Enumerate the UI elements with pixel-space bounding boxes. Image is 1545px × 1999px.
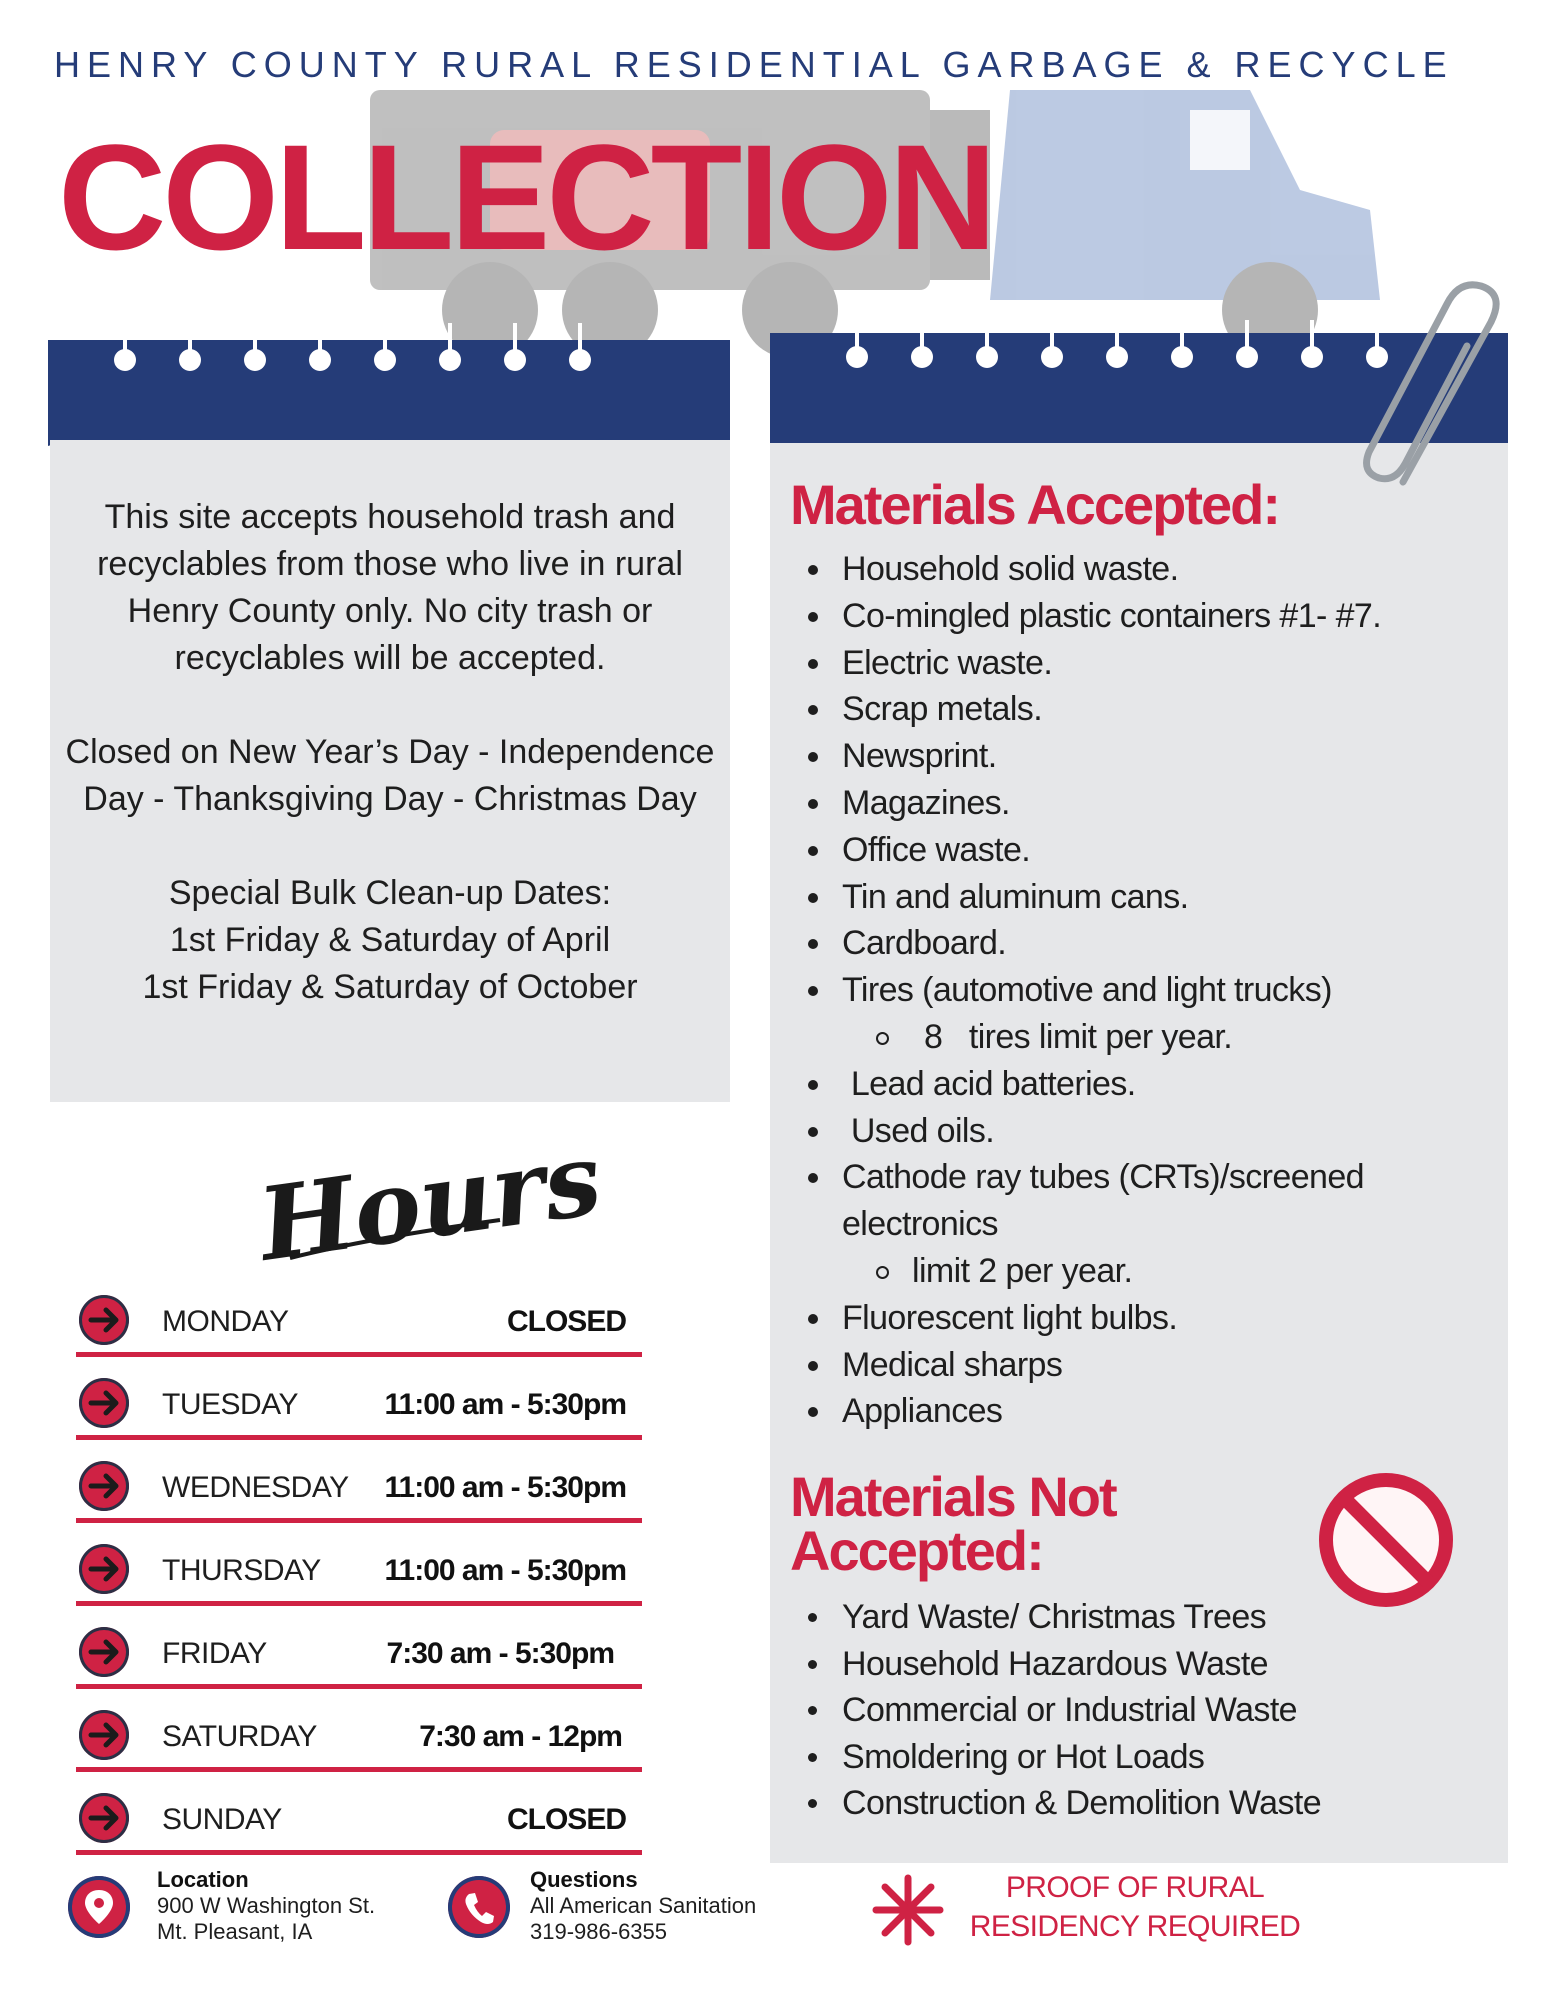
page-title: COLLECTION — [58, 113, 993, 281]
materials-not-accepted-title — [790, 1465, 1116, 1582]
hours-row — [76, 1692, 642, 1772]
hours-day: TUESDAY — [162, 1388, 298, 1421]
title-line: Accepted: — [790, 1519, 1043, 1582]
hours-day: SUNDAY — [162, 1803, 282, 1836]
materials-accepted-title: Materials Accepted: — [790, 473, 1279, 536]
hours-day: SATURDAY — [162, 1720, 317, 1753]
hours-row — [76, 1526, 642, 1606]
row-divider — [76, 1518, 642, 1523]
list-item: Smoldering or Hot Loads — [808, 1734, 1321, 1781]
list-item: Magazines. — [808, 780, 1432, 827]
arrow-right-icon — [79, 1461, 129, 1511]
hours-time: 7:30 am - 5:30pm — [386, 1637, 614, 1670]
list-item: Household solid waste. — [808, 546, 1432, 593]
location-city: Mt. Pleasant, IA — [157, 1919, 313, 1944]
questions-company: All American Sanitation — [530, 1893, 757, 1918]
hours-title-text: Hours — [252, 1119, 609, 1284]
prohibited-icon — [1316, 1470, 1456, 1610]
sub-list-item: 8 tires limit per year. — [808, 1014, 1432, 1061]
hours-row — [76, 1277, 642, 1357]
list-item: Yard Waste/ Christmas Trees — [808, 1594, 1321, 1641]
row-divider — [76, 1850, 642, 1855]
list-item: Household Hazardous Waste — [808, 1641, 1321, 1688]
arrow-right-icon — [79, 1544, 129, 1594]
hours-row — [76, 1360, 642, 1440]
list-item: Scrap metals. — [808, 686, 1432, 733]
holiday-closures: Closed on New Year’s Day - Independence Day - Thanksgiving Day - Christmas Day — [65, 733, 715, 818]
hours-day: MONDAY — [162, 1305, 289, 1338]
row-divider — [76, 1601, 642, 1606]
list-item: Medical sharps — [808, 1342, 1432, 1389]
arrow-right-icon — [79, 1710, 129, 1760]
list-item: Tin and aluminum cans. — [808, 874, 1432, 921]
hours-time: 7:30 am - 12pm — [419, 1720, 622, 1753]
hours-day: FRIDAY — [162, 1637, 267, 1670]
notice-line: RESIDENCY REQUIRED — [969, 1910, 1301, 1943]
proof-of-residency-notice — [955, 1868, 1315, 1946]
list-item: Office waste. — [808, 827, 1432, 874]
bulk-cleanup-title: Special Bulk Clean-up Dates: — [168, 874, 612, 912]
hours-row — [76, 1443, 642, 1523]
intro-paragraph: This site accepts household trash and recyclables from those who live in rural Henry County only. No city trash or recyclables will be accepted. — [97, 498, 683, 677]
location-address: 900 W Washington St. — [157, 1893, 376, 1918]
notepad-header-left — [48, 340, 730, 440]
title-line: Materials Not — [790, 1465, 1116, 1528]
phone-icon — [448, 1876, 510, 1938]
list-item: Newsprint. — [808, 733, 1432, 780]
hours-row — [76, 1775, 642, 1855]
list-item: Appliances — [808, 1388, 1432, 1435]
questions-phone: 319-986-6355 — [530, 1919, 668, 1944]
page-subtitle: HENRY COUNTY RURAL RESIDENTIAL GARBAGE & RECYCLE — [54, 44, 1454, 85]
list-item: Cardboard. — [808, 920, 1432, 967]
row-divider — [76, 1684, 642, 1689]
hours-time: 11:00 am - 5:30pm — [384, 1388, 626, 1421]
list-item: Fluorescent light bulbs. — [808, 1295, 1432, 1342]
list-item: Cathode ray tubes (CRTs)/screened electronics — [808, 1154, 1432, 1248]
bulk-cleanup-date: 1st Friday & Saturday of October — [142, 968, 638, 1006]
hours-time: 11:00 am - 5:30pm — [384, 1471, 626, 1504]
paperclip-icon — [1355, 282, 1515, 492]
location-label: Location — [157, 1867, 249, 1892]
asterisk-icon — [870, 1872, 946, 1948]
not-accepted-list — [808, 1594, 1321, 1827]
bulk-cleanup-date: 1st Friday & Saturday of April — [169, 921, 611, 959]
list-item: Commercial or Industrial Waste — [808, 1687, 1321, 1734]
list-item: Electric waste. — [808, 640, 1432, 687]
arrow-right-icon — [79, 1627, 129, 1677]
hours-time: 11:00 am - 5:30pm — [384, 1554, 626, 1587]
questions-label: Questions — [530, 1867, 638, 1892]
arrow-right-icon — [79, 1378, 129, 1428]
hours-title — [250, 1119, 609, 1284]
list-item: Used oils. — [808, 1108, 1432, 1155]
arrow-right-icon — [79, 1295, 129, 1345]
accepted-list — [808, 546, 1432, 1435]
list-item: Tires (automotive and light trucks) — [808, 967, 1432, 1014]
sub-list-item: limit 2 per year. — [808, 1248, 1432, 1295]
hours-time: CLOSED — [506, 1305, 626, 1338]
arrow-right-icon — [79, 1793, 129, 1843]
notice-line: PROOF OF RURAL — [1005, 1871, 1265, 1904]
hours-row — [76, 1609, 642, 1689]
list-item: Lead acid batteries. — [808, 1061, 1432, 1108]
location-pin-icon — [68, 1876, 130, 1938]
hours-time: CLOSED — [506, 1803, 626, 1836]
intro-text — [60, 494, 720, 1011]
list-item: Construction & Demolition Waste — [808, 1780, 1321, 1827]
row-divider — [76, 1435, 642, 1440]
row-divider — [76, 1767, 642, 1772]
hours-day: THURSDAY — [162, 1554, 321, 1587]
hours-day: WEDNESDAY — [162, 1471, 349, 1504]
list-item: Co-mingled plastic containers #1- #7. — [808, 593, 1432, 640]
row-divider — [76, 1352, 642, 1357]
